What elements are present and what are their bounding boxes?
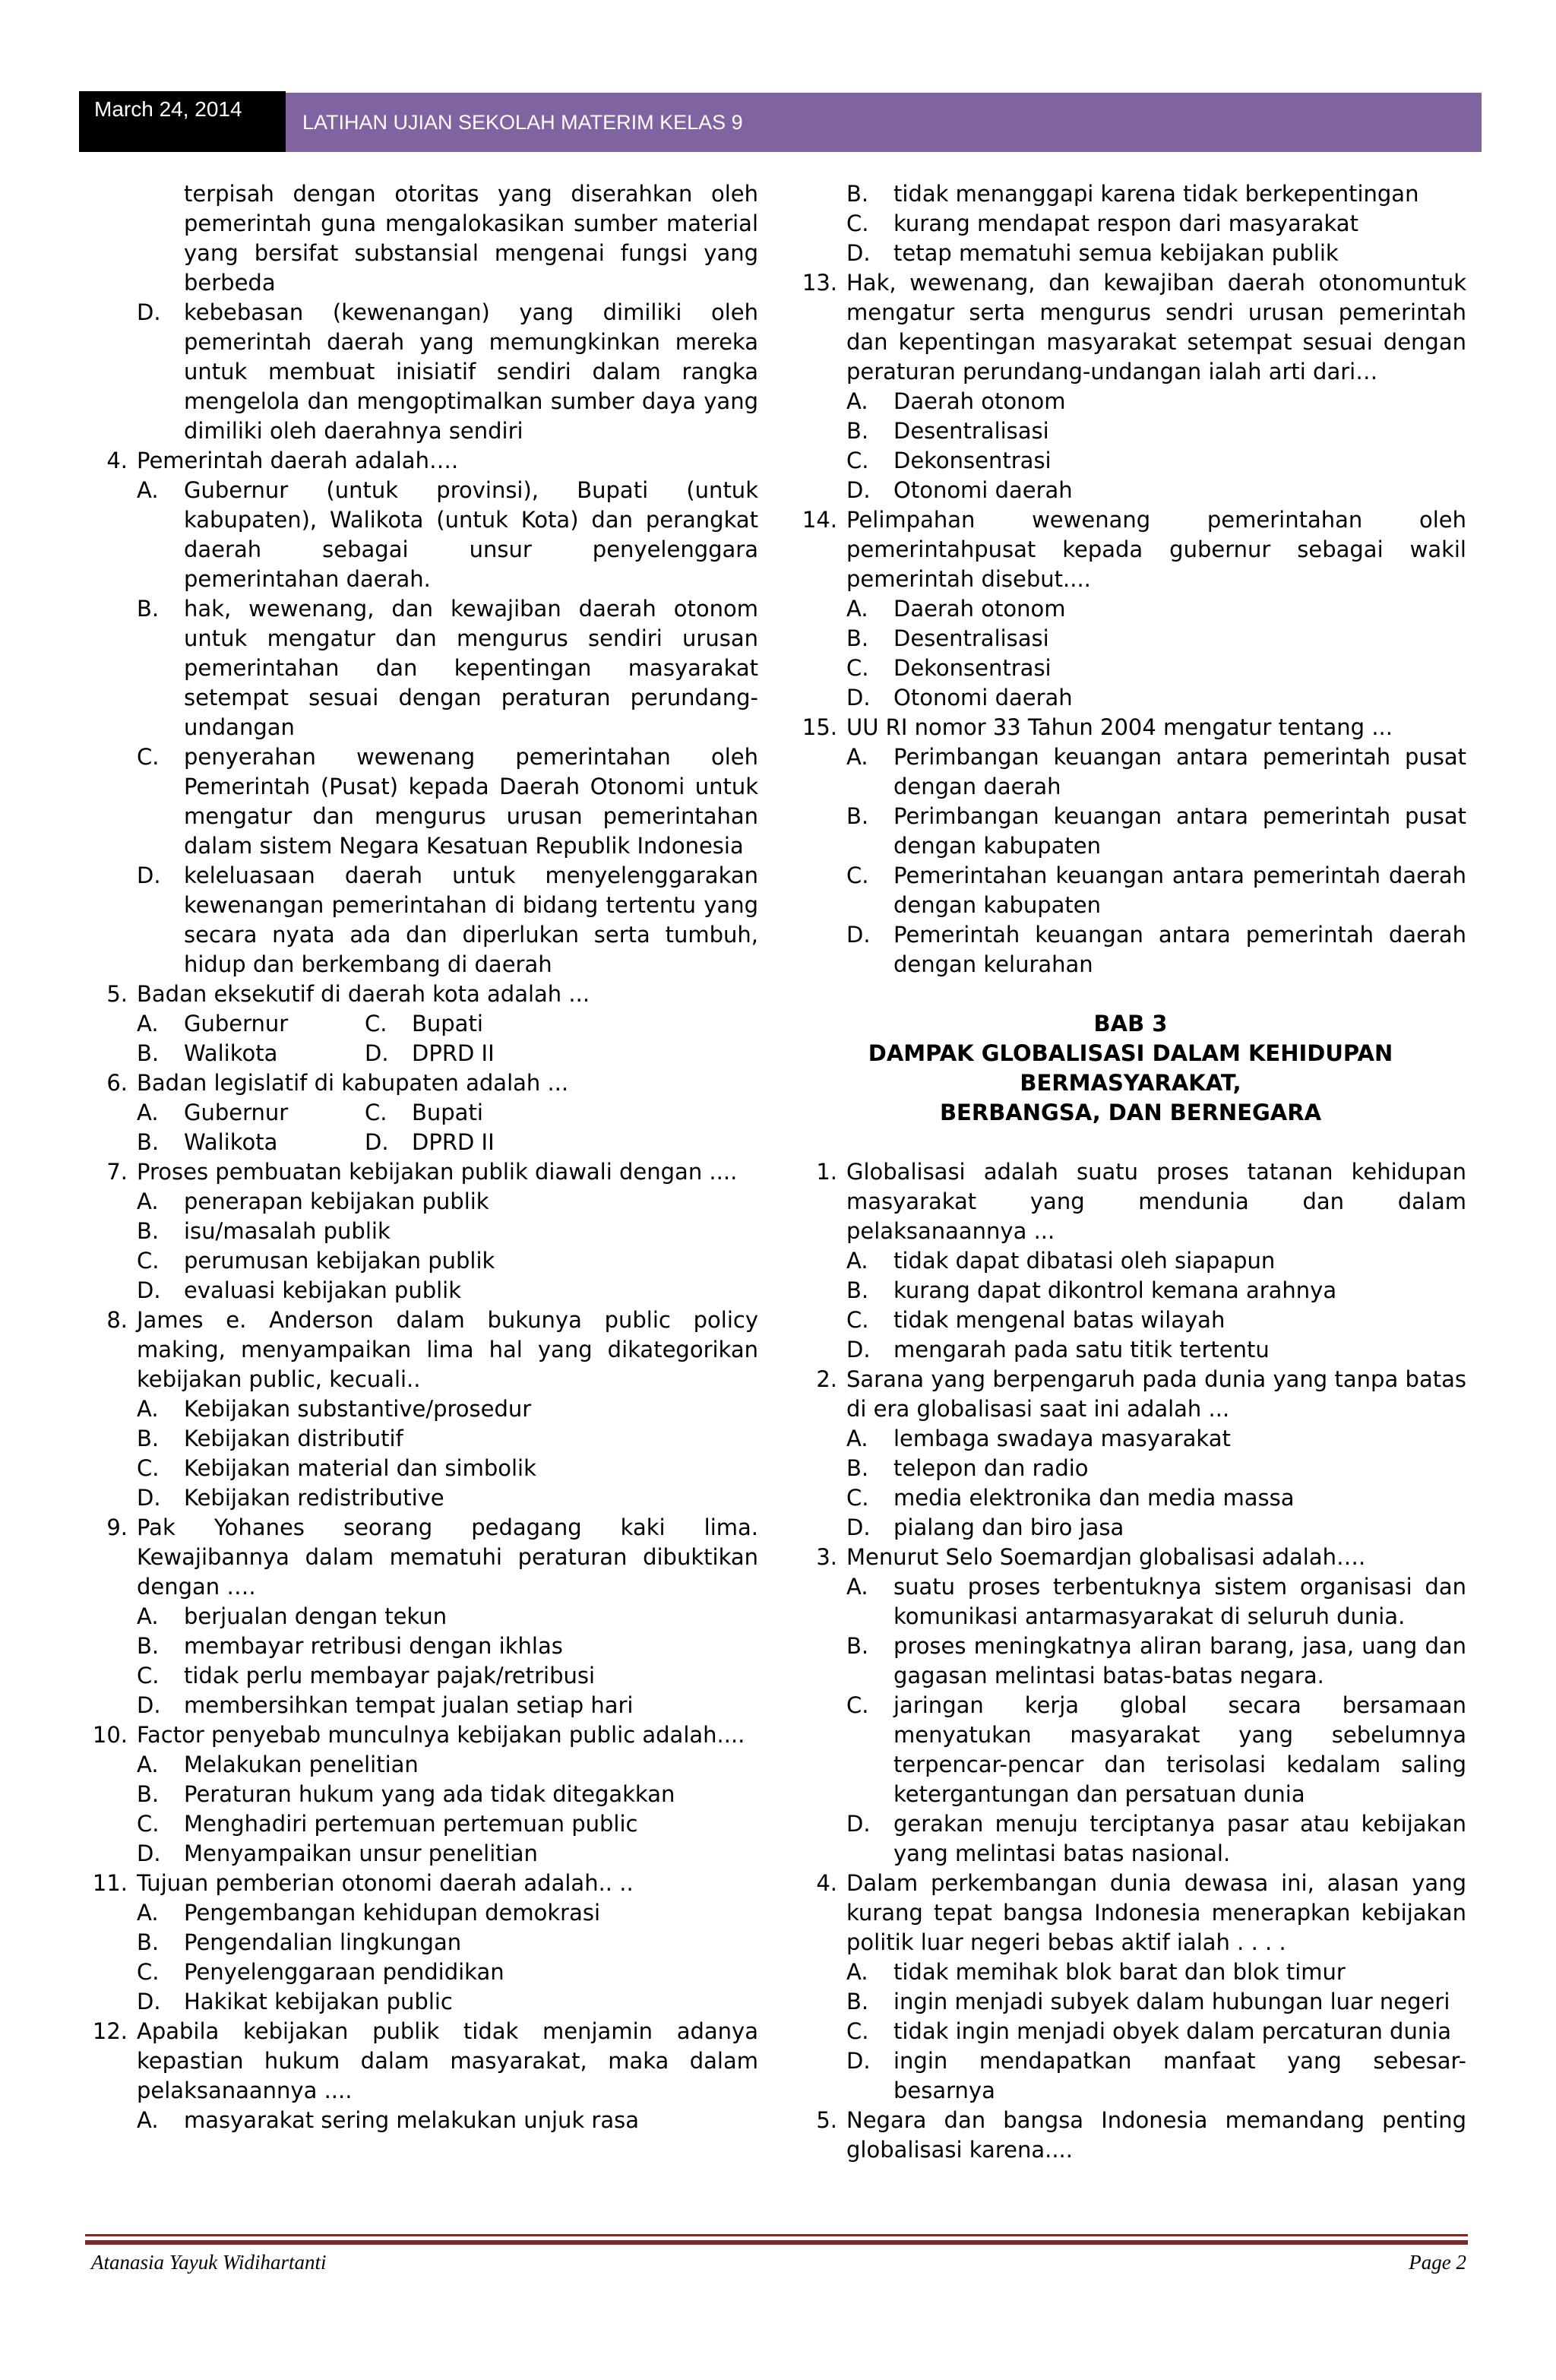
option: B. telepon dan radio — [846, 1455, 1089, 1481]
option: C. Dekonsentrasi — [846, 448, 1052, 473]
option: C. tidak perlu membayar pajak/retribusi — [137, 1663, 596, 1688]
option: A. masyarakat sering melakukan unjuk rasa — [137, 2107, 639, 2133]
question-5: 5. Badan eksekutif di daerah kota adalah ... — [106, 981, 590, 1007]
option: A. Pengembangan kehidupan demokrasi — [137, 1900, 601, 1926]
option: D. Menyampaikan unsur penelitian — [137, 1840, 538, 1866]
option: D. DPRD II — [365, 1040, 495, 1066]
option: C. Bupati — [365, 1011, 483, 1037]
question-4: 4. Pemerintah daerah adalah…. — [106, 448, 459, 473]
option: B. proses meningkatnya aliran barang, jasa, uang dan gagasan melintasi batas-batas negara. — [846, 1633, 1466, 1688]
question-9: 9. Pak Yohanes seorang pedagang kaki lima. Kewajibannya dalam mematuhi peraturan dibuktikan dengan …. — [106, 1514, 758, 1600]
option: A. Melakukan penelitian — [137, 1752, 419, 1777]
option: A. Gubernur — [137, 1011, 289, 1037]
option: A. tidak dapat dibatasi oleh siapapun — [846, 1248, 1276, 1274]
option: C. tidak mengenal batas wilayah — [846, 1307, 1226, 1333]
question-11: 11. Tujuan pemberian otonomi daerah adalah.. .. — [92, 1870, 634, 1896]
option: D. Otonomi daerah — [846, 477, 1073, 503]
option: D. DPRD II — [365, 1129, 495, 1155]
option: C. jaringan kerja global secara bersamaan menyatukan masyarakat yang sebelumnya terpencar-pencar dan terisolasi kedalam saling ketergantungan dan persatuan dunia — [846, 1692, 1466, 1807]
option: C. kurang mendapat respon dari masyarakat — [846, 210, 1358, 236]
option: A. tidak memihak blok barat dan blok timur — [846, 1959, 1346, 1985]
question-b4: 4. Dalam perkembangan dunia dewasa ini, alasan yang kurang tepat bangsa Indonesia menerapkan kebijakan politik luar negeri bebas aktif ialah . . . . — [816, 1870, 1466, 1955]
right-column — [795, 179, 1466, 2165]
footer-divider — [85, 2234, 1468, 2236]
option: D. gerakan menuju terciptanya pasar atau kebijakan yang melintasi batas nasional. — [846, 1811, 1466, 1866]
left-column — [85, 179, 758, 2135]
header-date: March 24, 2014 — [79, 91, 286, 152]
option: C. tidak ingin menjadi obyek dalam percaturan dunia — [846, 2018, 1452, 2044]
option: B. Walikota — [137, 1040, 278, 1066]
option: C. Kebijakan material dan simbolik — [137, 1455, 536, 1481]
question-8: 8. James e. Anderson dalam bukunya public policy making, menyampaikan lima hal yang dikategorikan kebijakan public, kecuali.. — [106, 1307, 758, 1392]
option: C. media elektronika dan media massa — [846, 1485, 1295, 1511]
footer-author: Atanasia Yayuk Widihartanti — [91, 2251, 327, 2274]
option: D. Otonomi daerah — [846, 685, 1073, 711]
option: C. Penyelenggaraan pendidikan — [137, 1959, 504, 1985]
option: A. suatu proses terbentuknya sistem organisasi dan komunikasi antarmasyarakat di seluruh dunia. — [846, 1574, 1466, 1629]
option: A. Kebijakan substantive/prosedur — [137, 1396, 532, 1422]
option: D. keleluasaan daerah untuk menyelenggarakan kewenangan pemerintahan di bidang tertentu yang secara nyata ada dan diperlukan serta tumbuh, hidup dan berkembang di daerah — [137, 862, 758, 977]
option: B. tidak menanggapi karena tidak berkepentingan — [846, 181, 1419, 207]
continued-option-c: terpisah dengan otoritas yang diserahkan oleh pemerintah guna mengalokasikan sumber material yang bersifat substansial mengenai fungsi yang berbeda — [184, 181, 758, 296]
option: A. lembaga swadaya masyarakat — [846, 1426, 1231, 1451]
option: A. Gubernur — [137, 1100, 289, 1125]
option: B. membayar retribusi dengan ikhlas — [137, 1633, 563, 1659]
option: A. penerapan kebijakan publik — [137, 1188, 489, 1214]
option: D. Hakikat kebijakan public — [137, 1989, 453, 2014]
continued-option-d: D. kebebasan (kewenangan) yang dimiliki oleh pemerintah daerah yang memungkinkan mereka untuk membuat inisiatif sendiri dalam rangka mengelola dan mengoptimalkan sumber daya yang dimiliki oleh daerahnya sendiri — [137, 299, 758, 444]
option: C. perumusan kebijakan publik — [137, 1248, 495, 1274]
option: B. Walikota — [137, 1129, 278, 1155]
option: A. Perimbangan keuangan antara pemerintah pusat dengan daerah — [846, 744, 1466, 799]
option: B. Desentralisasi — [846, 625, 1049, 651]
option: B. Peraturan hukum yang ada tidak ditegakkan — [137, 1781, 675, 1807]
question-10: 10. Factor penyebab munculnya kebijakan public adalah.... — [92, 1722, 745, 1748]
option-grid — [137, 1009, 758, 1068]
question-6: 6. Badan legislatif di kabupaten adalah ... — [106, 1070, 569, 1096]
option: D. pialang dan biro jasa — [846, 1514, 1124, 1540]
option: A. berjualan dengan tekun — [137, 1603, 448, 1629]
option: B. isu/masalah publik — [137, 1218, 391, 1244]
option: B. ingin menjadi subyek dalam hubungan luar negeri — [846, 1989, 1450, 2014]
question-7: 7. Proses pembuatan kebijakan publik diawali dengan .... — [106, 1159, 738, 1185]
question-15: 15. UU RI nomor 33 Tahun 2004 mengatur tentang ... — [802, 714, 1393, 740]
footer-page-number: Page 2 — [1409, 2251, 1466, 2274]
option: D. mengarah pada satu titik tertentu — [846, 1337, 1270, 1362]
question-b5: 5. Negara dan bangsa Indonesia memandang penting globalisasi karena.... — [816, 2107, 1466, 2163]
chapter-heading: BAB 3 — [1093, 1011, 1168, 1037]
option: D. evaluasi kebijakan publik — [137, 1277, 462, 1303]
option-grid — [137, 1098, 758, 1157]
chapter-title: BERBANGSA, DAN BERNEGARA — [939, 1100, 1322, 1125]
option: B. Pengendalian lingkungan — [137, 1929, 462, 1955]
option: C. Menghadiri pertemuan pertemuan public — [137, 1811, 638, 1837]
option: A. Gubernur (untuk provinsi), Bupati (untuk kabupaten), Walikota (untuk Kota) dan perangkat daerah sebagai unsur penyelenggara pemerintahan daerah. — [137, 477, 758, 592]
option: B. hak, wewenang, dan kewajiban daerah otonom untuk mengatur dan mengurus sendiri urusan pemerintahan dan kepentingan masyarakat setempat sesuai dengan peraturan perundang-undangan — [137, 596, 758, 740]
option: C. penyerahan wewenang pemerintahan oleh Pemerintah (Pusat) kepada Daerah Otonomi untuk mengatur dan mengurus urusan pemerintahan dalam sistem Negara Kesatuan Republik Indonesia — [137, 744, 758, 859]
chapter-title: DAMPAK GLOBALISASI DALAM KEHIDUPAN — [868, 1040, 1393, 1066]
option: A. Daerah otonom — [846, 596, 1066, 622]
option: B. kurang dapat dikontrol kemana arahnya — [846, 1277, 1337, 1303]
header-title: LATIHAN UJIAN SEKOLAH MATERIM KELAS 9 — [286, 93, 1482, 152]
option: B. Perimbangan keuangan antara pemerintah pusat dengan kabupaten — [846, 803, 1466, 859]
option: C. Pemerintahan keuangan antara pemerintah daerah dengan kabupaten — [846, 862, 1466, 918]
footer-divider — [85, 2240, 1468, 2245]
question-b1: 1. Globalisasi adalah suatu proses tatanan kehidupan masyarakat yang mendunia dan dalam pelaksanaannya ... — [816, 1159, 1466, 1244]
question-14: 14. Pelimpahan wewenang pemerintahan oleh pemerintahpusat kepada gubernur sebagai wakil pemerintah disebut.... — [802, 507, 1466, 592]
chapter-title: BERMASYARAKAT, — [1020, 1070, 1241, 1096]
question-13: 13. Hak, wewenang, dan kewajiban daerah otonomuntuk mengatur serta mengurus sendri urusan pemerintah dan kepentingan masyarakat setempat sesuai dengan peraturan perundang-undangan ialah arti dari… — [802, 270, 1466, 385]
option: D. membersihkan tempat jualan setiap hari — [137, 1692, 634, 1718]
question-b2: 2. Sarana yang berpengaruh pada dunia yang tanpa batas di era globalisasi saat ini adalah ... — [816, 1366, 1466, 1422]
option: C. Bupati — [365, 1100, 483, 1125]
option: B. Kebijakan distributif — [137, 1426, 403, 1451]
option: D. tetap mematuhi semua kebijakan publik — [846, 240, 1339, 266]
option: D. Pemerintah keuangan antara pemerintah daerah dengan kelurahan — [846, 922, 1466, 977]
option: C. Dekonsentrasi — [846, 655, 1052, 681]
option: A. Daerah otonom — [846, 388, 1066, 414]
option: D. ingin mendapatkan manfaat yang sebesar-besarnya — [846, 2048, 1466, 2103]
option: B. Desentralisasi — [846, 418, 1049, 444]
option: D. Kebijakan redistributive — [137, 1485, 444, 1511]
question-12: 12. Apabila kebijakan publik tidak menjamin adanya kepastian hukum dalam masyarakat, maka dalam pelaksanaannya .... — [92, 2018, 758, 2103]
question-b3: 3. Menurut Selo Soemardjan globalisasi adalah…. — [816, 1544, 1366, 1570]
